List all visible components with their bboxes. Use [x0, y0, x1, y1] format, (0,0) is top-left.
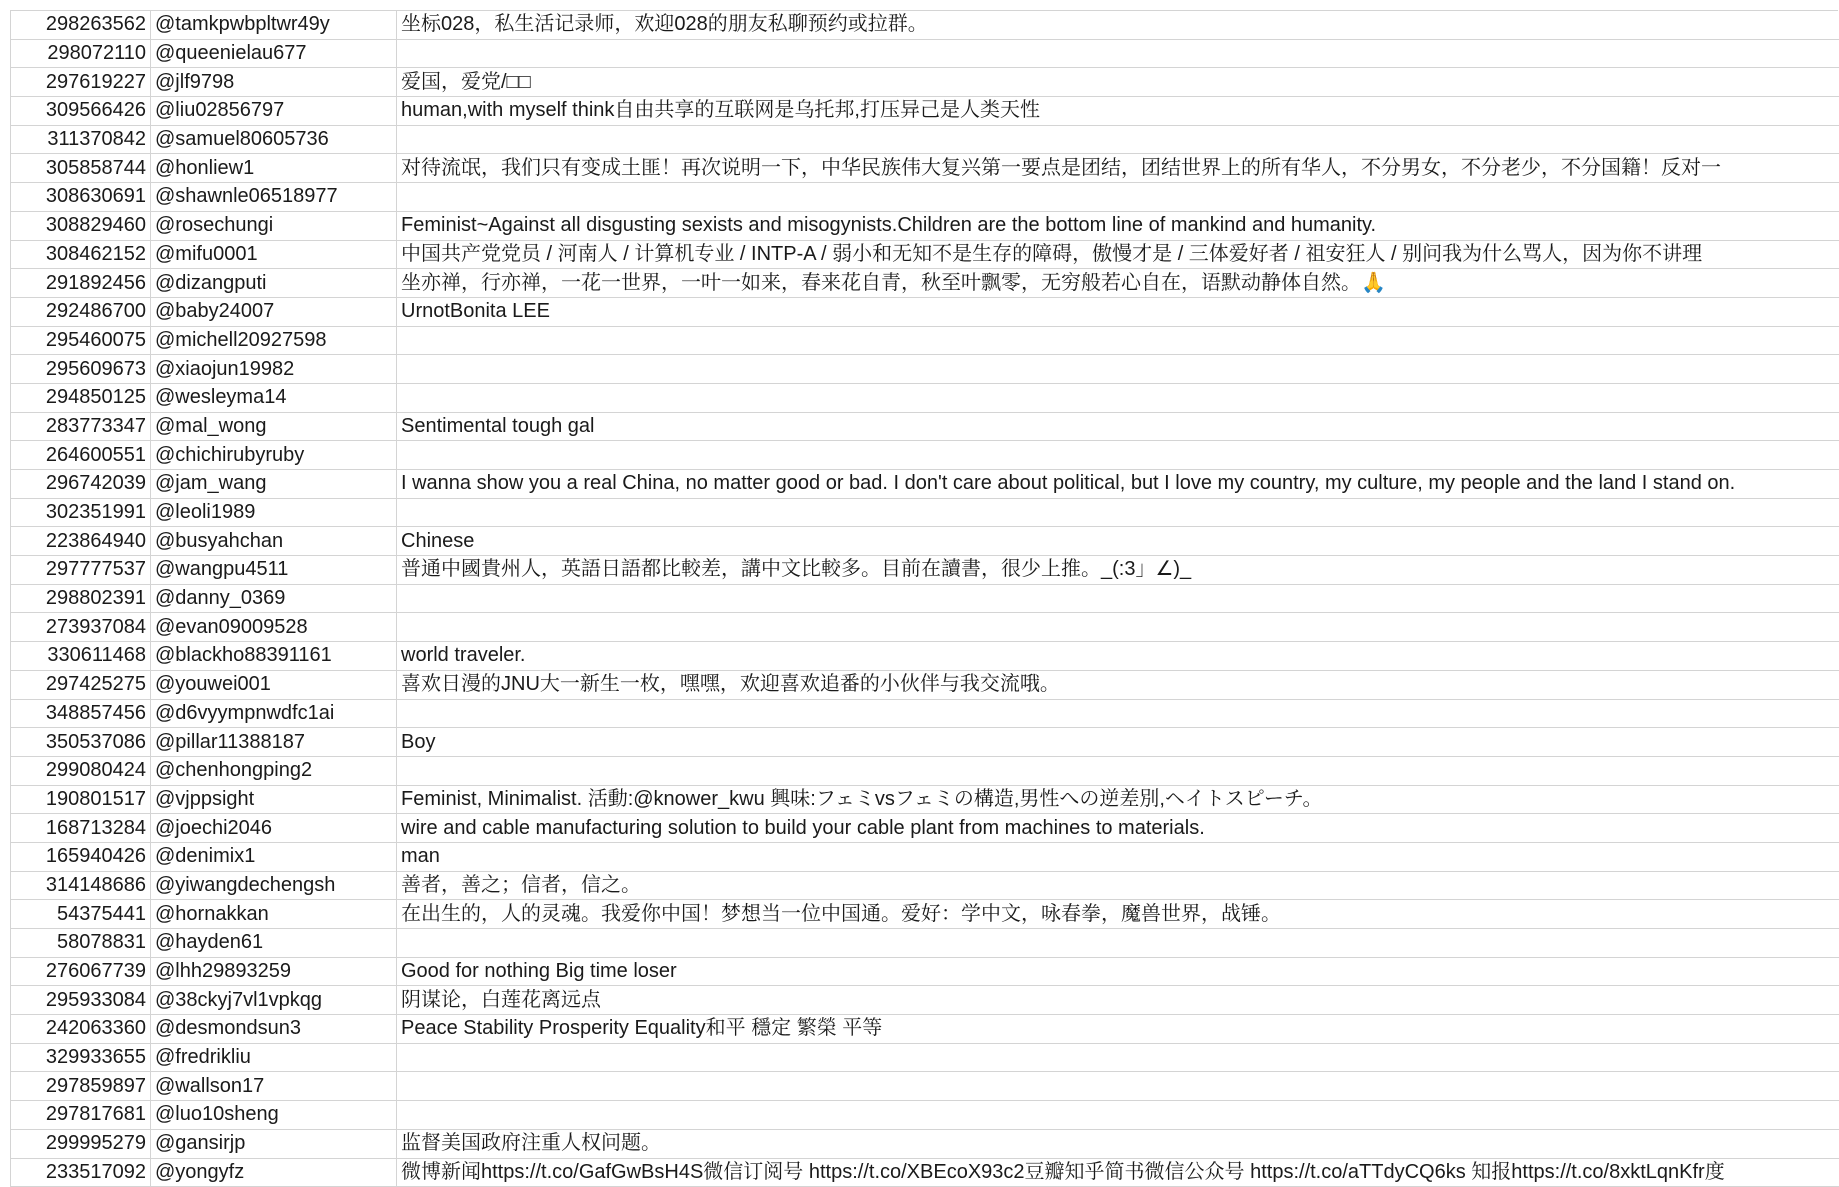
table-row	[11, 900, 1839, 929]
cell-user-id[interactable]: 298072110	[11, 39, 151, 68]
table-row	[11, 68, 1839, 97]
cell-bio[interactable]: wire and cable manufacturing solution to build your cable plant from machines to materials.	[397, 814, 1839, 843]
cell-bio[interactable]	[397, 326, 1839, 355]
table-row	[11, 297, 1839, 326]
cell-bio[interactable]	[397, 498, 1839, 527]
cell-user-id[interactable]: 223864940	[11, 527, 151, 556]
cell-user-id[interactable]: 233517092	[11, 1158, 151, 1187]
cell-handle[interactable]: @shawnle06518977	[151, 183, 397, 212]
cell-user-id[interactable]: 308829460	[11, 211, 151, 240]
cell-handle[interactable]: @denimix1	[151, 842, 397, 871]
partial-row-above	[10, 0, 1838, 11]
table-row	[11, 814, 1839, 843]
cell-handle[interactable]: @wallson17	[151, 1072, 397, 1101]
table-row	[11, 498, 1839, 527]
cell-handle[interactable]: @jlf9798	[151, 68, 397, 97]
spreadsheet-grid	[10, 0, 1838, 1183]
cell-bio[interactable]: Sentimental tough gal	[397, 412, 1839, 441]
cell-handle[interactable]: @chichirubyruby	[151, 441, 397, 470]
cell-bio[interactable]	[397, 39, 1839, 68]
table-row	[11, 929, 1839, 958]
cell-bio[interactable]: Feminist, Minimalist. 活動:@knower_kwu 興味:フェミvsフェミの構造,男性への逆差別,ヘイトスピーチ。	[397, 785, 1839, 814]
cell-bio[interactable]	[397, 756, 1839, 785]
cell-bio[interactable]: 中国共产党党员 / 河南人 / 计算机专业 / INTP-A / 弱小和无知不是生存的障碍，傲慢才是 / 三体爱好者 / 祖安狂人 / 别问我为什么骂人，因为你不讲理	[397, 240, 1839, 269]
table-row	[11, 1072, 1839, 1101]
cell-handle[interactable]: @jam_wang	[151, 470, 397, 499]
cell-user-id[interactable]: 350537086	[11, 728, 151, 757]
cell-handle[interactable]: @mifu0001	[151, 240, 397, 269]
cell-handle[interactable]: @hayden61	[151, 929, 397, 958]
cell-bio[interactable]: 善者，善之；信者，信之。	[397, 871, 1839, 900]
cell-user-id[interactable]: 348857456	[11, 699, 151, 728]
table-row	[11, 785, 1839, 814]
cell-user-id[interactable]: 294850125	[11, 383, 151, 412]
cell-user-id[interactable]: 299080424	[11, 756, 151, 785]
table-row	[11, 642, 1839, 671]
cell-bio[interactable]: I wanna show you a real China, no matter good or bad. I don't care about political, but I love my country, my culture, my people and the land I stand on.	[397, 470, 1839, 499]
cell-bio[interactable]	[397, 929, 1839, 958]
cell-user-id[interactable]: 165940426	[11, 842, 151, 871]
cell-bio[interactable]: Feminist~Against all disgusting sexists and misogynists.Children are the bottom line of mankind and humanity.	[397, 211, 1839, 240]
cell-user-id[interactable]: 298263562	[11, 11, 151, 39]
cell-handle[interactable]: @joechi2046	[151, 814, 397, 843]
table-row	[11, 527, 1839, 556]
cell-bio[interactable]: 在出生的，人的灵魂。我爱你中国！梦想当一位中国通。爱好：学中文，咏春拳，魔兽世界，战锤。	[397, 900, 1839, 929]
cell-handle[interactable]: @dizangputi	[151, 269, 397, 298]
cell-bio[interactable]	[397, 613, 1839, 642]
cell-user-id[interactable]: 295460075	[11, 326, 151, 355]
cell-user-id[interactable]: 329933655	[11, 1043, 151, 1072]
cell-user-id[interactable]: 283773347	[11, 412, 151, 441]
table-row	[11, 1015, 1839, 1044]
cell-user-id[interactable]: 273937084	[11, 613, 151, 642]
cell-bio[interactable]	[397, 383, 1839, 412]
cell-handle[interactable]: @busyahchan	[151, 527, 397, 556]
cell-handle[interactable]: @wangpu4511	[151, 556, 397, 585]
cell-bio[interactable]: Peace Stability Prosperity Equality和平 穩定 繁榮 平等	[397, 1015, 1839, 1044]
cell-user-id[interactable]: 297619227	[11, 68, 151, 97]
cell-handle[interactable]: @d6vyympnwdfc1ai	[151, 699, 397, 728]
cell-bio[interactable]	[397, 584, 1839, 613]
table-row	[11, 871, 1839, 900]
cell-user-id[interactable]: 292486700	[11, 297, 151, 326]
table-row	[11, 670, 1839, 699]
cell-bio[interactable]: Boy	[397, 728, 1839, 757]
cell-bio[interactable]: Chinese	[397, 527, 1839, 556]
cell-bio[interactable]: 普通中國貴州人，英語日語都比較差，講中文比較多。目前在讀書，很少上推。_(:3」∠)_	[397, 556, 1839, 585]
table-row	[11, 1129, 1839, 1158]
cell-user-id[interactable]: 311370842	[11, 125, 151, 154]
cell-handle[interactable]: @lhh29893259	[151, 957, 397, 986]
cell-bio[interactable]	[397, 1101, 1839, 1130]
cell-handle[interactable]: @38ckyj7vl1vpkqg	[151, 986, 397, 1015]
cell-user-id[interactable]: 330611468	[11, 642, 151, 671]
cell-user-id[interactable]: 295933084	[11, 986, 151, 1015]
cell-bio[interactable]	[397, 183, 1839, 212]
cell-handle[interactable]: @xiaojun19982	[151, 355, 397, 384]
cell-bio[interactable]: 微博新闻https://t.co/GafGwBsH4S微信订阅号 https://t.co/XBEcoX93c2豆瓣知乎简书微信公众号 https://t.co/aTTdyCQ6ks 知报https://t.co/8xktLqnKfr度	[397, 1158, 1839, 1187]
cell-bio[interactable]	[397, 1072, 1839, 1101]
cell-user-id[interactable]: 291892456	[11, 269, 151, 298]
cell-handle[interactable]: @queenielau677	[151, 39, 397, 68]
data-table	[10, 11, 1839, 1187]
cell-bio[interactable]	[397, 355, 1839, 384]
table-row	[11, 756, 1839, 785]
cell-user-id[interactable]: 264600551	[11, 441, 151, 470]
cell-handle[interactable]: @hornakkan	[151, 900, 397, 929]
cell-user-id[interactable]: 54375441	[11, 900, 151, 929]
cell-user-id[interactable]: 297859897	[11, 1072, 151, 1101]
table-row	[11, 97, 1839, 126]
cell-handle[interactable]: @leoli1989	[151, 498, 397, 527]
table-row	[11, 1101, 1839, 1130]
cell-user-id[interactable]: 296742039	[11, 470, 151, 499]
cell-handle[interactable]: @vjppsight	[151, 785, 397, 814]
cell-handle[interactable]: @tamkpwbpltwr49y	[151, 11, 397, 39]
table-row	[11, 441, 1839, 470]
cell-handle[interactable]: @yongyfz	[151, 1158, 397, 1187]
table-row	[11, 125, 1839, 154]
table-row	[11, 470, 1839, 499]
cell-bio[interactable]	[397, 1043, 1839, 1072]
cell-handle[interactable]: @fredrikliu	[151, 1043, 397, 1072]
cell-bio[interactable]	[397, 699, 1839, 728]
cell-handle[interactable]: @honliew1	[151, 154, 397, 183]
cell-user-id[interactable]: 314148686	[11, 871, 151, 900]
table-row	[11, 1043, 1839, 1072]
cell-handle[interactable]: @youwei001	[151, 670, 397, 699]
cell-handle[interactable]: @pillar11388187	[151, 728, 397, 757]
table-row	[11, 584, 1839, 613]
table-row	[11, 699, 1839, 728]
cell-handle[interactable]: @michell20927598	[151, 326, 397, 355]
cell-bio[interactable]: 阴谋论，白莲花离远点	[397, 986, 1839, 1015]
cell-handle[interactable]: @evan09009528	[151, 613, 397, 642]
cell-handle[interactable]: @danny_0369	[151, 584, 397, 613]
cell-bio[interactable]: 监督美国政府注重人权问题。	[397, 1129, 1839, 1158]
cell-user-id[interactable]: 302351991	[11, 498, 151, 527]
cell-user-id[interactable]: 309566426	[11, 97, 151, 126]
cell-user-id[interactable]: 190801517	[11, 785, 151, 814]
cell-bio[interactable]: 对待流氓，我们只有变成土匪！再次说明一下，中华民族伟大复兴第一要点是团结，团结世界上的所有华人，不分男女，不分老少，不分国籍！反对一	[397, 154, 1839, 183]
table-row	[11, 383, 1839, 412]
table-row	[11, 355, 1839, 384]
cell-bio[interactable]: 喜欢日漫的JNU大一新生一枚，嘿嘿，欢迎喜欢追番的小伙伴与我交流哦。	[397, 670, 1839, 699]
cell-user-id[interactable]: 295609673	[11, 355, 151, 384]
cell-user-id[interactable]: 298802391	[11, 584, 151, 613]
table-row	[11, 11, 1839, 39]
cell-handle[interactable]: @liu02856797	[151, 97, 397, 126]
cell-handle[interactable]: @desmondsun3	[151, 1015, 397, 1044]
cell-bio[interactable]: 坐标028，私生活记录师，欢迎028的朋友私聊预约或拉群。	[397, 11, 1839, 39]
cell-bio[interactable]	[397, 441, 1839, 470]
cell-bio[interactable]: man	[397, 842, 1839, 871]
cell-user-id[interactable]: 297777537	[11, 556, 151, 585]
table-row	[11, 842, 1839, 871]
cell-user-id[interactable]: 299995279	[11, 1129, 151, 1158]
cell-handle[interactable]: @mal_wong	[151, 412, 397, 441]
table-row	[11, 211, 1839, 240]
cell-user-id[interactable]: 58078831	[11, 929, 151, 958]
table-row	[11, 1158, 1839, 1187]
cell-user-id[interactable]: 276067739	[11, 957, 151, 986]
table-row	[11, 613, 1839, 642]
cell-bio[interactable]	[397, 125, 1839, 154]
cell-bio[interactable]: human,with myself think自由共享的互联网是乌托邦,打压异己是人类天性	[397, 97, 1839, 126]
cell-bio[interactable]: world traveler.	[397, 642, 1839, 671]
cell-user-id[interactable]: 242063360	[11, 1015, 151, 1044]
cell-handle[interactable]: @wesleyma14	[151, 383, 397, 412]
cell-user-id[interactable]: 297817681	[11, 1101, 151, 1130]
cell-handle[interactable]: @blackho88391161	[151, 642, 397, 671]
cell-bio[interactable]: Good for nothing Big time loser	[397, 957, 1839, 986]
table-row	[11, 240, 1839, 269]
cell-bio[interactable]: UrnotBonita LEE	[397, 297, 1839, 326]
cell-handle[interactable]: @gansirjp	[151, 1129, 397, 1158]
table-row	[11, 728, 1839, 757]
table-row	[11, 183, 1839, 212]
table-row	[11, 957, 1839, 986]
table-row	[11, 326, 1839, 355]
cell-handle[interactable]: @chenhongping2	[151, 756, 397, 785]
table-row	[11, 154, 1839, 183]
cell-user-id[interactable]: 308630691	[11, 183, 151, 212]
table-row	[11, 556, 1839, 585]
table-row	[11, 269, 1839, 298]
cell-bio[interactable]: 爱国，爱党/□□	[397, 68, 1839, 97]
cell-handle[interactable]: @yiwangdechengsh	[151, 871, 397, 900]
table-row	[11, 986, 1839, 1015]
cell-user-id[interactable]: 305858744	[11, 154, 151, 183]
cell-handle[interactable]: @baby24007	[151, 297, 397, 326]
cell-user-id[interactable]: 308462152	[11, 240, 151, 269]
cell-user-id[interactable]: 297425275	[11, 670, 151, 699]
cell-handle[interactable]: @samuel80605736	[151, 125, 397, 154]
cell-user-id[interactable]: 168713284	[11, 814, 151, 843]
table-row	[11, 39, 1839, 68]
table-body	[11, 11, 1839, 1187]
table-row	[11, 412, 1839, 441]
cell-handle[interactable]: @rosechungi	[151, 211, 397, 240]
cell-bio[interactable]: 坐亦禅，行亦禅，一花一世界，一叶一如来，春来花自青，秋至叶飘零，无穷般若心自在，语默动静体自然。🙏	[397, 269, 1839, 298]
cell-handle[interactable]: @luo10sheng	[151, 1101, 397, 1130]
